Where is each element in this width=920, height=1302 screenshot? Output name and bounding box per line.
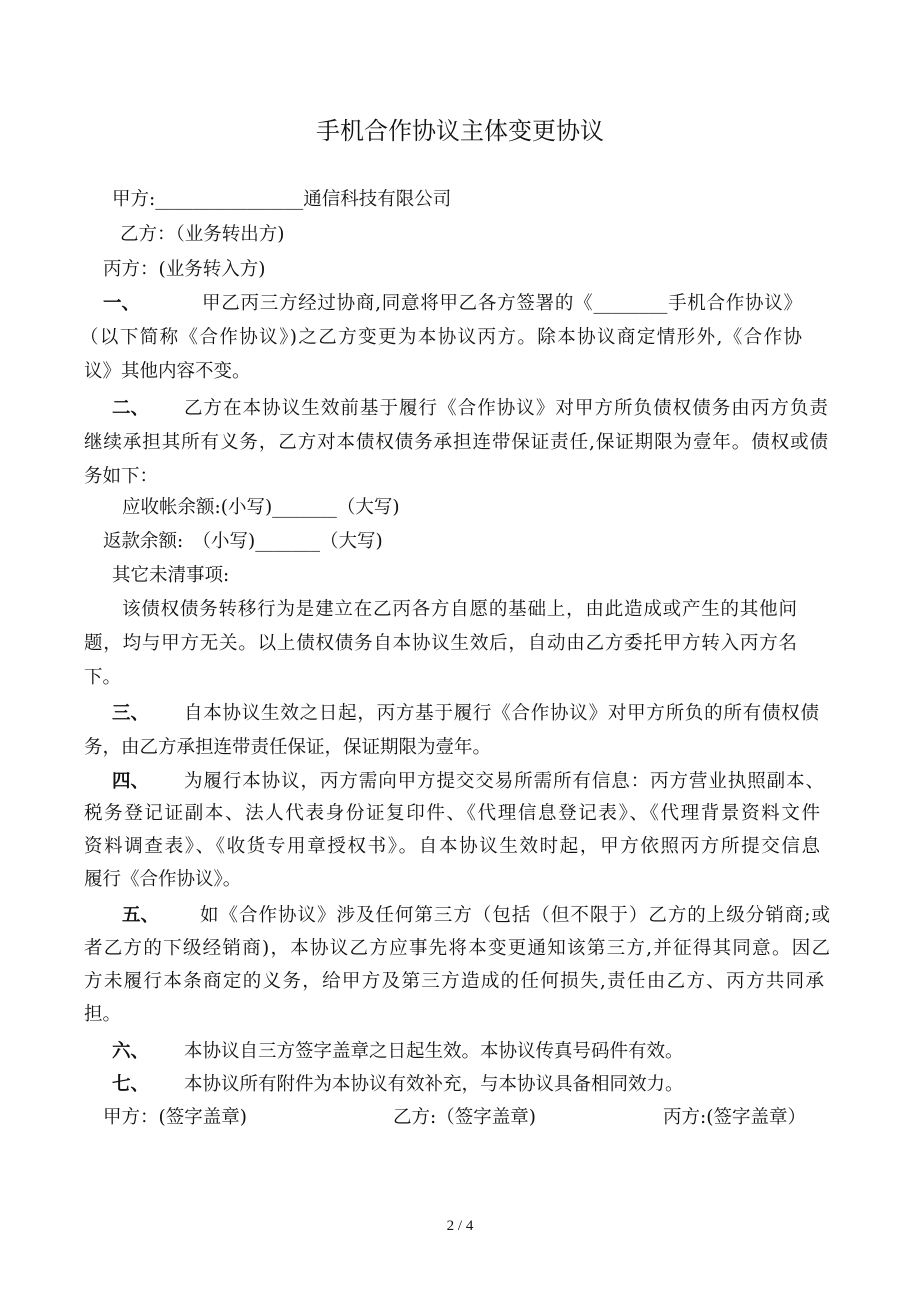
transfer-para-line-2: 题，均与甲方无关。以上债权债务自本协议生效后，自动由乙方委托甲方转入丙方名 — [84, 633, 797, 654]
clause-7-line-1: 本协议所有附件为本协议有效补充，与本协议具备相同效力。 — [184, 1074, 684, 1095]
clause-4-line-4: 履行《合作协议》。 — [84, 869, 242, 890]
clause-5-line-4: 担。 — [84, 1004, 122, 1025]
clause-1-number: 一、 — [103, 293, 141, 314]
transfer-para-line-3: 下。 — [84, 667, 122, 688]
clause-4-line-3: 资料调查表》、《收货专用章授权书》。自本协议生效时起，甲方依照丙方所提交信息 — [84, 836, 820, 857]
document-title: 手机合作协议主体变更协议 — [316, 117, 604, 145]
clause-5-number: 五、 — [122, 905, 160, 926]
clause-3-line-1: 自本协议生效之日起，丙方基于履行《合作协议》对甲方所负的所有债权债 — [184, 703, 819, 724]
party-c-line: 丙方：(业务转入方) — [103, 259, 266, 280]
transfer-para-line-1: 该债权债务转移行为是建立在乙丙各方自愿的基础上，由此造成或产生的其他问 — [122, 599, 797, 620]
party-b-line: 乙方：（业务转出方) — [120, 224, 285, 245]
clause-2-line-1: 乙方在本协议生效前基于履行《合作协议》对甲方所负债权债务由丙方负责 — [184, 398, 828, 419]
page-number: 2 / 4 — [446, 1218, 474, 1234]
clause-6-number: 六、 — [112, 1041, 150, 1062]
signature-party-a: 甲方：(签字盖章) — [103, 1107, 247, 1128]
signature-party-b: 乙方:（签字盖章) — [393, 1107, 536, 1128]
clause-4-line-2: 税务登记证副本、法人代表身份证复印件、《代理信息登记表》、《代理背景资料文件 — [84, 803, 820, 824]
signature-party-c: 丙方:(签字盖章） — [663, 1107, 806, 1128]
clause-1-line-1: 甲乙丙三方经过协商,同意将甲乙各方签署的《________手机合作协议》 — [202, 293, 802, 314]
clause-7-number: 七、 — [112, 1074, 150, 1095]
clause-3-line-2: 务，由乙方承担连带责任保证，保证期限为壹年。 — [84, 737, 492, 758]
clause-5-line-3: 方未履行本条商定的义务，给甲方及第三方造成的任何损失,责任由乙方、丙方共同承 — [84, 971, 824, 992]
clause-1-line-2: （以下简称《合作协议》)之乙方变更为本协议丙方。除本协议商定情形外,《合作协 — [80, 327, 802, 348]
receivable-balance: 应收帐余额:(小写)_______（大写) — [122, 497, 400, 518]
clause-4-number: 四、 — [112, 771, 150, 792]
clause-2-number: 二、 — [112, 398, 150, 419]
clause-2-line-2: 继续承担其所有义务，乙方对本债权债务承担连带保证责任,保证期限为壹年。债权或债 — [84, 432, 828, 453]
refund-balance: 返款余额: （小写)_______（大写) — [103, 531, 383, 552]
clause-3-number: 三、 — [112, 703, 150, 724]
clause-5-line-1: 如《合作协议》涉及任何第三方（包括（但不限于）乙方的上级分销商;或 — [200, 905, 830, 926]
clause-1-line-3: 议》其他内容不变。 — [84, 361, 251, 382]
clause-6-line-1: 本协议自三方签字盖章之日起生效。本协议传真号码件有效。 — [184, 1041, 684, 1062]
clause-5-line-2: 者乙方的下级经销商)，本协议乙方应事先将本变更通知该第三方,并征得其同意。因乙 — [84, 938, 830, 959]
party-a-line: 甲方:________________通信科技有限公司 — [112, 189, 452, 210]
clause-2-line-3: 务如下： — [84, 466, 159, 487]
clause-4-line-1: 为履行本协议，丙方需向甲方提交交易所需所有信息：丙方营业执照副本、 — [184, 771, 824, 792]
other-items-label: 其它未清事项: — [112, 565, 230, 586]
